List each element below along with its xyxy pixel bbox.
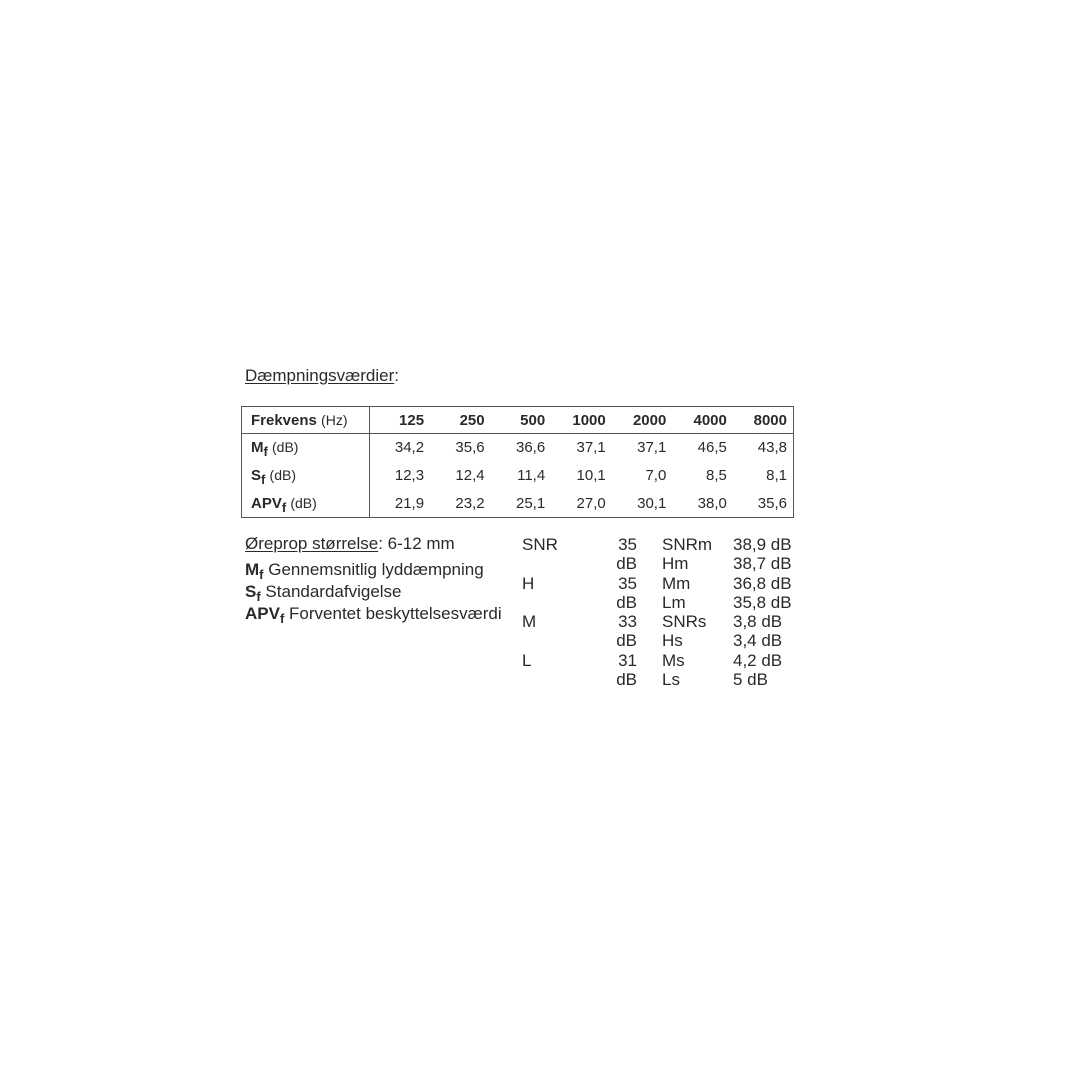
freq-header-cell: 2000 bbox=[612, 407, 673, 434]
list-item: H 35 dB bbox=[522, 573, 637, 612]
table-cell: 30,1 bbox=[637, 494, 667, 512]
list-item: Lm 35,8 dB bbox=[662, 592, 792, 612]
freq-header-cell: 500 bbox=[491, 407, 552, 434]
list-item: M 33 dB bbox=[522, 612, 637, 651]
freq-header-cell: 4000 bbox=[672, 407, 733, 434]
table-cell: 46,5 bbox=[697, 439, 727, 457]
heading-label: Dæmpningsværdier bbox=[245, 366, 395, 385]
snr-detail-ratings bbox=[662, 535, 792, 689]
table-cell: 35,6 bbox=[455, 439, 485, 457]
table-cell: 12,3 bbox=[394, 466, 425, 484]
table-cell: 38,0 bbox=[697, 494, 727, 512]
table-cell: 37,1 bbox=[576, 439, 606, 457]
legend bbox=[245, 559, 502, 625]
list-item: Ls 5 dB bbox=[662, 670, 768, 690]
freq-header-cell: 250 bbox=[430, 407, 491, 434]
attenuation-table bbox=[241, 406, 794, 518]
legend-item: $M_f$ Gennemsnitlig lyddæmpning bbox=[245, 560, 484, 582]
legend-item: $S_f$ Standardafvigelse bbox=[245, 582, 402, 604]
frequency-header: Frekvens (Hz) bbox=[242, 407, 370, 434]
table-row-apvf bbox=[242, 489, 794, 517]
row-label: Sf (dB) bbox=[242, 462, 370, 490]
snr-ratings bbox=[522, 535, 637, 689]
table-cell: 8,1 bbox=[766, 466, 787, 484]
list-item: SNR 35 dB bbox=[522, 535, 637, 574]
table-cell: 36,6 bbox=[515, 439, 546, 457]
table-cell: 11,4 bbox=[517, 466, 546, 484]
heading-colon: : bbox=[394, 366, 400, 385]
list-item: SNRm 38,9 dB bbox=[662, 535, 792, 554]
table-cell: 35,6 bbox=[757, 494, 787, 512]
freq-header-cell: 125 bbox=[370, 407, 431, 434]
table-row-mf bbox=[242, 434, 794, 462]
table-header-row bbox=[242, 407, 794, 434]
section-heading bbox=[245, 366, 399, 386]
info-block bbox=[245, 533, 502, 625]
table-cell: 10,1 bbox=[576, 466, 606, 484]
list-item: Ms 4,2 dB bbox=[662, 650, 783, 670]
row-label: APVf (dB) bbox=[242, 489, 370, 517]
list-item: Mm 36,8 dB bbox=[662, 573, 792, 593]
legend-item: $APV_f$ Forventet beskyttelsesværdi bbox=[245, 604, 502, 626]
freq-header-cell: 8000 bbox=[733, 407, 794, 434]
table-cell: 34,2 bbox=[394, 439, 425, 457]
table-cell: 27,0 bbox=[576, 494, 606, 512]
table-cell: 12,4 bbox=[455, 466, 485, 484]
table-cell: 23,2 bbox=[455, 494, 485, 512]
earplug-size: Øreprop størrelse: 6-12 mm bbox=[245, 534, 455, 553]
table-cell: 7,0 bbox=[645, 466, 667, 484]
table-cell: 8,5 bbox=[706, 466, 727, 484]
list-item: L 31 dB bbox=[522, 650, 637, 690]
row-label: Mf (dB) bbox=[242, 434, 370, 462]
list-item: SNRs 3,8 dB bbox=[662, 612, 783, 632]
list-item: Hs 3,4 dB bbox=[662, 631, 783, 651]
table-cell: 25,1 bbox=[515, 494, 546, 512]
list-item: Hm 38,7 dB bbox=[662, 554, 792, 574]
freq-header-cell: 1000 bbox=[551, 407, 612, 434]
table-cell: 37,1 bbox=[637, 439, 667, 457]
table-cell: 43,8 bbox=[757, 439, 787, 457]
table-cell: 21,9 bbox=[394, 494, 425, 512]
table-row-sf bbox=[242, 462, 794, 490]
